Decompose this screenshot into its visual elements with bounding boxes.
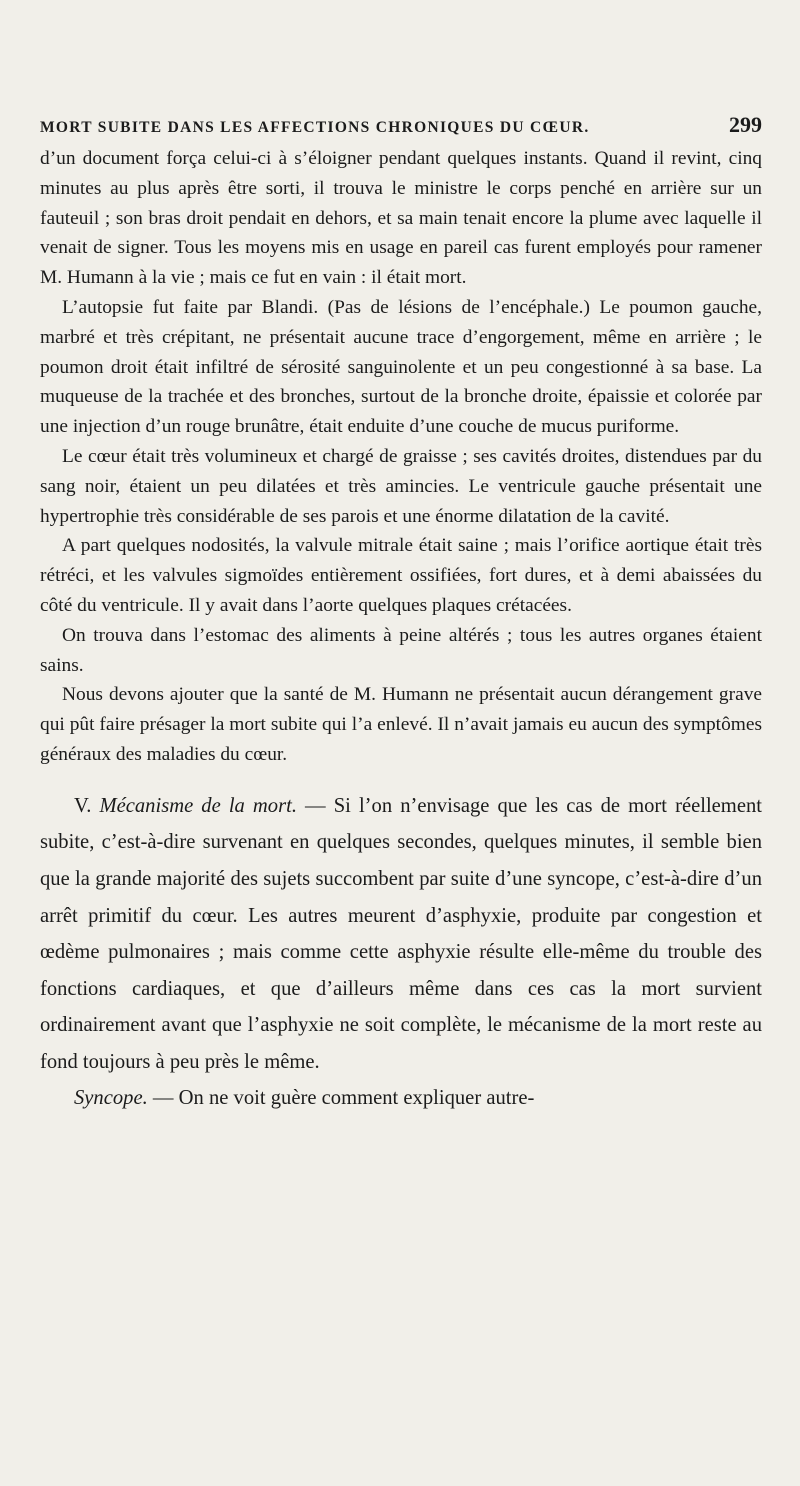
running-head — [40, 112, 762, 142]
paragraph: On trouva dans l’estomac des aliments à peine altérés ; tous les autres organes étaient sains. — [40, 624, 762, 676]
section-v-text: — Si l’on n’envisage que les cas de mort réellement subite, c’est-à-dire survenant en quelques secondes, quelques minutes, il semble bien que la grande majorité des sujets succombent par suite d’une syncope, c’est-à-dire d’un arrêt primitif du cœur. Les autres meurent d’asphyxie, produite par congestion et œdème pulmonaires ; mais comme cette asphyxie résulte elle-même du trouble des fonctions cardiaques, et que d’ailleurs même dans ces cas la mort survient ordinairement avant que l’asphyxie ne soit complète, le mécanisme de la mort reste au fond toujours à peu près le même. — [40, 794, 762, 1073]
syncope-paragraph — [40, 1080, 762, 1117]
subsection-title: Syncope. — [74, 1087, 148, 1110]
section-number: V. — [74, 794, 92, 817]
section-title: Mécanisme de la mort. — [99, 794, 297, 817]
document-page — [40, 112, 762, 1117]
syncope-text: — On ne voit guère comment expliquer autre- — [147, 1087, 535, 1110]
paragraph: Nous devons ajouter que la santé de M. Humann ne présentait aucun dérangement grave qui pût faire présager la mort subite qui l’a enlevé. Il n’avait jamais eu aucun des symptômes généraux des maladies du cœur. — [40, 684, 762, 765]
paragraph: A part quelques nodosités, la valvule mitrale était saine ; mais l’orifice aortique était très rétréci, et les valvules sigmoïdes entièrement ossifiées, fort dures, et à demi abaissées du côté du ventricule. Il y avait dans l’aorte quelques plaques crétacées. — [40, 535, 762, 616]
section-v-paragraph — [40, 788, 762, 1081]
case-report-text — [40, 144, 762, 770]
paragraph: L’autopsie fut faite par Blandi. (Pas de lésions de l’encéphale.) Le poumon gauche, marbré et très crépitant, ne présentait aucune trace d’engorgement, même en arrière ; le poumon droit était infiltré de sérosité sanguinolente et un peu congestionné à sa base. La muqueuse de la trachée et des bronches, surtout de la bronche droite, épaissie et colorée par une injection d’un rouge brunâtre, était enduite d’une couche de mucus puriforme. — [40, 296, 762, 438]
paragraph: Le cœur était très volumineux et chargé de graisse ; ses cavités droites, distendues par du sang noir, étaient un peu dilatées et très amincies. Le ventricule gauche présentait une hypertrophie très considérable de ses parois et une énorme dilatation de la cavité. — [40, 445, 762, 527]
paragraph: d’un document força celui-ci à s’éloigner pendant quelques instants. Quand il revint, cinq minutes au plus après être sorti, il trouva le ministre le corps penché en arrière sur un fauteuil ; son bras droit pendait en dehors, et sa main tenait encore la plume avec laquelle il venait de signer. Tous les moyens mis en usage en pareil cas furent employés pour ramener M. Humann à la vie ; mais ce fut en vain : il était mort. — [40, 148, 762, 289]
running-head-title: MORT SUBITE DANS LES AFFECTIONS CHRONIQUES DU CŒUR. — [40, 119, 590, 136]
page-number: 299 — [729, 112, 762, 137]
main-text — [40, 788, 762, 1117]
